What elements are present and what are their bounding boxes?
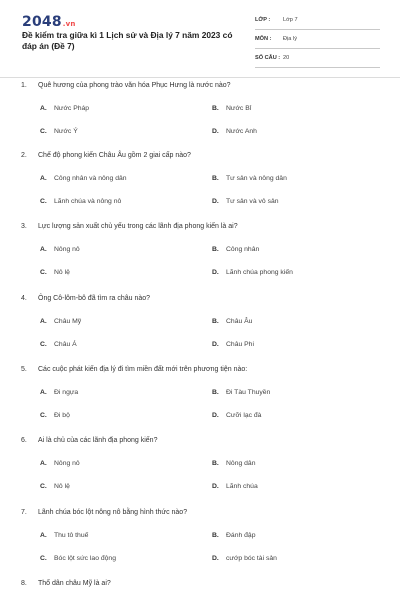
- meta-value-subject: Địa lý: [283, 36, 297, 42]
- question-number: 3.: [21, 223, 27, 230]
- question-content: Các cuộc phát kiến địa lý đi tìm miền đất mới trên phương tiện nào:: [38, 366, 248, 373]
- option-letter: D.: [212, 128, 219, 135]
- site-logo[interactable]: [22, 14, 76, 30]
- option-b[interactable]: [212, 105, 251, 112]
- header-divider: [0, 77, 400, 78]
- option-a[interactable]: [40, 460, 80, 467]
- option-letter: C.: [40, 412, 47, 419]
- option-b[interactable]: [212, 389, 270, 396]
- option-letter: C.: [40, 198, 47, 205]
- option-letter: B.: [212, 532, 219, 539]
- option-text: Đi bộ: [54, 412, 70, 419]
- option-d[interactable]: [212, 198, 279, 205]
- question-content: Thổ dân châu Mỹ là ai?: [38, 580, 111, 587]
- option-letter: C.: [40, 341, 47, 348]
- option-d[interactable]: [212, 412, 261, 419]
- option-d[interactable]: [212, 269, 293, 276]
- option-b[interactable]: [212, 175, 287, 182]
- option-letter: A.: [40, 246, 47, 253]
- option-b[interactable]: [212, 460, 255, 467]
- question-number: 7.: [21, 509, 27, 516]
- option-text: Lãnh chúa: [226, 483, 258, 490]
- option-letter: D.: [212, 483, 219, 490]
- option-text: Lãnh chúa và nông nô: [54, 198, 122, 205]
- option-text: Châu Á: [54, 341, 77, 348]
- option-a[interactable]: [40, 175, 127, 182]
- meta-row-class: [255, 14, 380, 30]
- meta-row-subject: [255, 33, 380, 49]
- option-letter: C.: [40, 555, 47, 562]
- meta-row-question-count: [255, 52, 380, 68]
- option-letter: B.: [212, 105, 219, 112]
- question-text: [21, 82, 231, 89]
- question-number: 4.: [21, 295, 27, 302]
- option-a[interactable]: [40, 389, 78, 396]
- option-letter: C.: [40, 269, 47, 276]
- option-c[interactable]: [40, 269, 70, 276]
- meta-value-question-count: 20: [283, 55, 290, 61]
- option-text: cướp bóc tài sản: [226, 555, 277, 562]
- question-content: Ai là chủ của các lãnh địa phong kiến?: [38, 437, 158, 444]
- option-a[interactable]: [40, 246, 80, 253]
- option-text: Nước Ý: [54, 128, 78, 135]
- option-text: Công nhân và nông dân: [54, 175, 127, 182]
- option-d[interactable]: [212, 128, 257, 135]
- option-letter: A.: [40, 318, 47, 325]
- meta-key-question-count: SỐ CÂU :: [255, 55, 281, 61]
- option-letter: B.: [212, 318, 219, 325]
- question-text: [21, 223, 238, 230]
- option-letter: B.: [212, 389, 219, 396]
- question-text: [21, 437, 157, 444]
- option-text: Đi ngựa: [54, 389, 79, 396]
- option-letter: A.: [40, 175, 47, 182]
- option-text: Nông dân: [226, 460, 256, 467]
- exam-title: Đề kiểm tra giữa kì 1 Lịch sử và Địa lý 7 năm 2023 có đáp án (Đề 7): [22, 30, 233, 51]
- option-letter: C.: [40, 128, 47, 135]
- option-text: Nước Anh: [226, 128, 257, 135]
- option-letter: A.: [40, 389, 47, 396]
- option-text: Nô lệ: [54, 483, 70, 490]
- option-c[interactable]: [40, 555, 116, 562]
- option-text: Nông nô: [54, 460, 80, 467]
- option-d[interactable]: [212, 483, 258, 490]
- question-number: 6.: [21, 437, 27, 444]
- option-text: Tư sản và vô sản: [226, 198, 279, 205]
- option-text: Châu Mỹ: [54, 318, 82, 325]
- question-number: 5.: [21, 366, 27, 373]
- option-letter: D.: [212, 269, 219, 276]
- meta-value-class: Lớp 7: [283, 17, 298, 23]
- question-text: [21, 509, 187, 516]
- option-text: Nước Pháp: [54, 105, 90, 112]
- option-text: Bóc lột sức lao động: [54, 555, 116, 562]
- option-letter: C.: [40, 483, 47, 490]
- option-d[interactable]: [212, 341, 254, 348]
- logo-suffix: .vn: [62, 20, 76, 28]
- logo-text: 2048: [22, 14, 62, 30]
- option-letter: B.: [212, 246, 219, 253]
- option-text: Đánh đập: [226, 532, 256, 539]
- question-content: Quê hương của phong trào văn hóa Phục Hưng là nước nào?: [38, 82, 231, 89]
- option-letter: D.: [212, 198, 219, 205]
- question-content: Lực lượng sản xuất chủ yếu trong các lãnh địa phong kiến là ai?: [38, 223, 238, 230]
- option-b[interactable]: [212, 246, 259, 253]
- meta-key-subject: MÔN :: [255, 36, 272, 42]
- option-text: Nước Bỉ: [226, 105, 252, 112]
- option-text: Châu Âu: [226, 318, 253, 325]
- option-text: Nông nô: [54, 246, 80, 253]
- question-text: [21, 580, 111, 587]
- option-b[interactable]: [212, 318, 252, 325]
- option-c[interactable]: [40, 412, 70, 419]
- option-letter: B.: [212, 175, 219, 182]
- exam-header: [0, 0, 400, 72]
- option-text: Tư sản và nông dân: [226, 175, 287, 182]
- option-letter: D.: [212, 412, 219, 419]
- option-text: Đi Tàu Thuyền: [226, 389, 271, 396]
- option-c[interactable]: [40, 198, 121, 205]
- question-number: 2.: [21, 152, 27, 159]
- option-b[interactable]: [212, 532, 255, 539]
- option-letter: B.: [212, 460, 219, 467]
- option-letter: A.: [40, 460, 47, 467]
- question-text: [21, 366, 247, 373]
- option-text: Cưỡi lạc đà: [226, 412, 262, 419]
- option-letter: D.: [212, 555, 219, 562]
- option-a[interactable]: [40, 318, 81, 325]
- option-text: Thu tô thuế: [54, 532, 89, 539]
- question-number: 8.: [21, 580, 27, 587]
- option-c[interactable]: [40, 341, 77, 348]
- question-number: 1.: [21, 82, 27, 89]
- option-a[interactable]: [40, 532, 88, 539]
- option-text: Lãnh chúa phong kiến: [226, 269, 293, 276]
- option-text: Công nhân: [226, 246, 260, 253]
- question-text: [21, 152, 191, 159]
- option-letter: A.: [40, 105, 47, 112]
- option-c[interactable]: [40, 128, 78, 135]
- question-content: Ông Cô-lôm-bô đã tìm ra châu nào?: [38, 295, 151, 302]
- question-text: [21, 295, 150, 302]
- option-letter: D.: [212, 341, 219, 348]
- option-letter: A.: [40, 532, 47, 539]
- option-d[interactable]: [212, 555, 277, 562]
- option-text: Châu Phi: [226, 341, 254, 348]
- question-content: Chế độ phong kiến Châu Âu gồm 2 giai cấp nào?: [38, 152, 191, 159]
- option-text: Nô lệ: [54, 269, 70, 276]
- question-content: Lãnh chúa bóc lột nông nô bằng hình thức nào?: [38, 509, 188, 516]
- meta-key-class: LỚP :: [255, 17, 271, 23]
- exam-meta: [255, 14, 380, 71]
- option-c[interactable]: [40, 483, 70, 490]
- option-a[interactable]: [40, 105, 89, 112]
